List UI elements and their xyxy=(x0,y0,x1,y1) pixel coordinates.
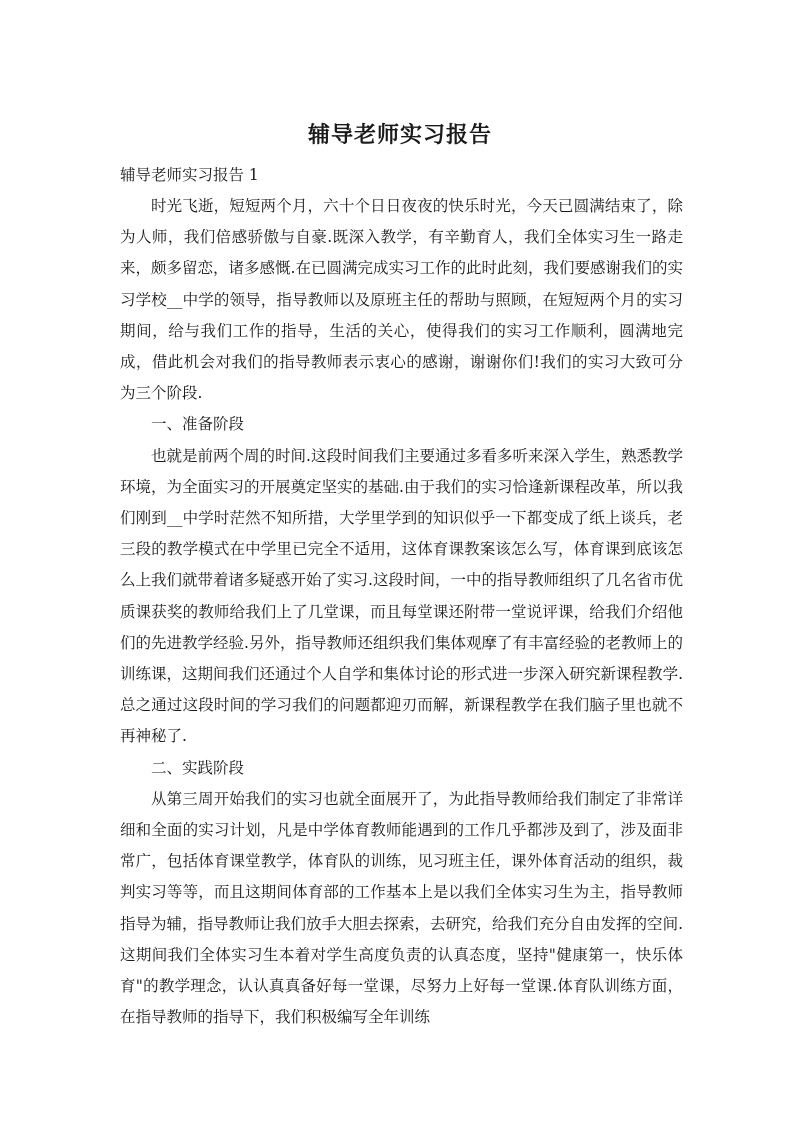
section-heading-practice: 二、实践阶段 xyxy=(151,758,245,777)
practice-paragraph: 从第三周开始我们的实习也就全面展开了，为此指导教师给我们制定了非常详细和全面的实习计划，凡是中学体育教师能遇到的工作几乎都涉及到了，涉及面非常广，包括体育课堂教学，体育队的训练，见习班主任，课外体育活动的组织，裁判实习等等，而且这期间体育部的工作基本上是以我们全体实习生为主，指导教师指导为辅，指导教师让我们放手大胆去探索，去研究，给我们充分自由发挥的空间.这期间我们全体实习生本着对学生高度负责的认真态度，坚持"健康第一，快乐体育"的教学理念，认认真真备好每一堂课，尽努力上好每一堂课.体育队训练方面，在指导教师的指导下，我们积极编写全年训练 xyxy=(120,789,683,1027)
document-title: 辅导老师实习报告 xyxy=(307,123,492,148)
intro-paragraph: 时光飞逝，短短两个月，六十个日日夜夜的快乐时光，今天已圆满结束了，除为人师，我们倍感骄傲与自豪.既深入教学，有辛勤育人，我们全体实习生一路走来，颇多留恋，诸多感慨.在已圆满完成实习工作的此时此刻，我们要感谢我们的实习学校__中学的领导，指导教师以及原班主任的帮助与照顾，在短短两个月的实习期间，给与我们工作的指导，生活的关心，使得我们的实习工作顺利，圆满地完成，借此机会对我们的指导教师表示衷心的感谢，谢谢你们!我们的实习大致可分为三个阶段. xyxy=(120,197,683,403)
section-heading-preparation: 一、准备阶段 xyxy=(151,415,245,434)
document-body xyxy=(120,160,683,1033)
preparation-paragraph: 也就是前两个周的时间.这段时间我们主要通过多看多听来深入学生，熟悉教学环境，为全面实习的开展奠定坚实的基础.由于我们的实习恰逢新课程改革，所以我们刚到__中学时茫然不知所措，大学里学到的知识似乎一下都变成了纸上谈兵，老三段的教学模式在中学里已完全不适用，这体育课教案该怎么写，体育课到底该怎么上我们就带着诸多疑惑开始了实习.这段时间，一中的指导教师组织了几名省市优质课获奖的教师给我们上了几堂课，而且每堂课还附带一堂说评课，给我们介绍他们的先进教学经验.另外，指导教师还组织我们集体观摩了有丰富经验的老教师上的训练课，这期间我们还通过个人自学和集体讨论的形式进一步深入研究新课程教学.总之通过这段时间的学习我们的问题都迎刃而解，新课程教学在我们脑子里也就不再神秘了. xyxy=(120,446,683,746)
report-subtitle: 辅导老师实习报告 1 xyxy=(120,166,259,184)
